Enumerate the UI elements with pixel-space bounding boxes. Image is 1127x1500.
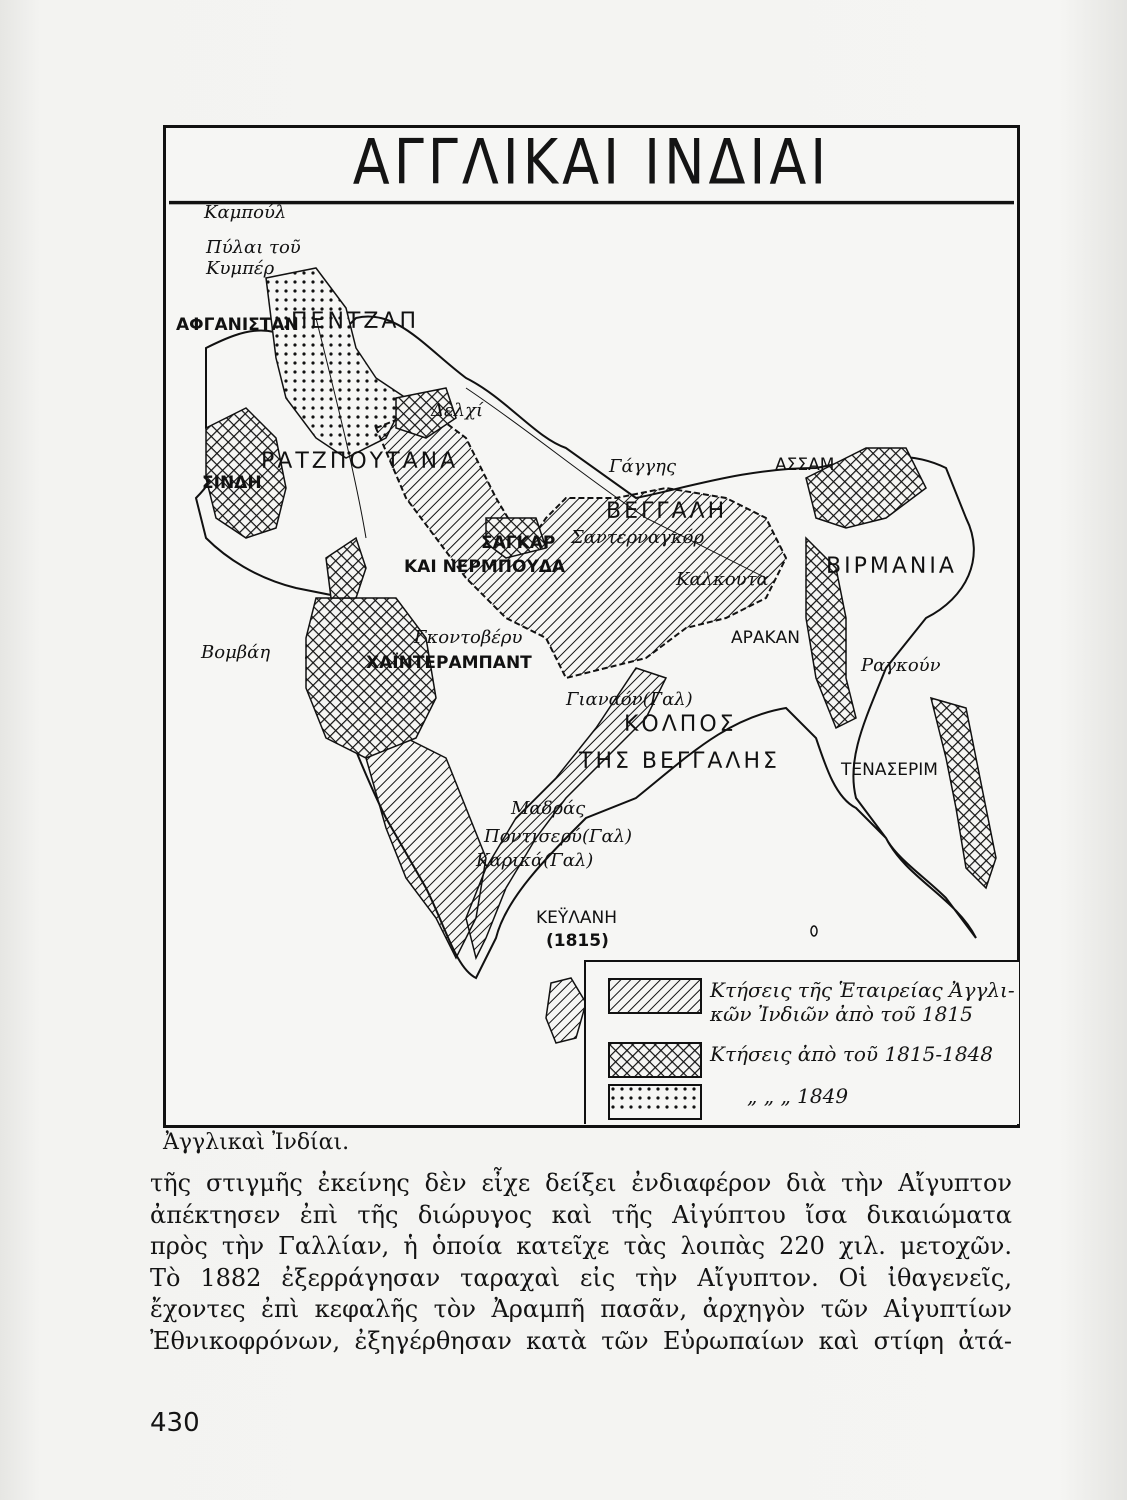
legend-item-1815-1848 [608, 1042, 993, 1078]
label-khyber-1: Πύλαι τοῦ [206, 237, 301, 258]
legend-item-company-1815 [608, 978, 1015, 1026]
western-ghats-region [326, 538, 366, 598]
hyderabad-region [306, 598, 436, 758]
label-nerbudda: ΚΑΙ ΝΕΡΜΠΟΥΔΑ [404, 557, 566, 577]
ceylon-island [546, 978, 586, 1043]
label-afghanistan: ΑΦΓΑΝΙΣΤΑΝ [176, 315, 299, 335]
map-legend [584, 960, 1019, 1124]
legend-swatch-cross [608, 1042, 702, 1078]
legend-swatch-diagonal [608, 978, 702, 1014]
body-paragraph [150, 1168, 1012, 1357]
label-rangoon: Ραγκούν [861, 655, 941, 676]
label-madras: Μαδράς [511, 798, 586, 819]
label-calcutta: Καλκούτα [676, 569, 769, 590]
figure-caption: Ἀγγλικαὶ Ἰνδίαι. [163, 1130, 350, 1155]
label-assam: ΑΣΣΑΜ [775, 455, 835, 475]
legend-swatch-dotted [608, 1084, 702, 1120]
label-pondicherry: Ποντισερύ(Γαλ) [484, 826, 633, 847]
body-line: τῆς στιγμῆς ἐκείνης δὲν εἶχε δείξει ἐνδιαφέρον διὰ τὴν Αἴγυπτον [150, 1169, 1012, 1197]
label-ganges: Γάγγης [609, 456, 677, 477]
label-burma: ΒΙΡΜΑΝΙΑ [826, 554, 957, 579]
company-territory-south [366, 738, 486, 958]
label-karikal: Καρικά(Γαλ) [476, 850, 594, 871]
body-line: πρὸς τὴν Γαλλίαν, ἡ ὁποία κατεῖχε τὰς λοιπὰς 220 χιλ. μετοχῶν. [150, 1232, 1012, 1260]
legend-text-line: Κτήσεις τῆς Ἑταιρείας Ἀγγλι- [710, 978, 1015, 1002]
label-ceylon: ΚΕΫΛΑΝΗ [536, 908, 618, 928]
body-line: ἔχοντες ἐπὶ κεφαλῆς τὸν Ἀραμπῆ πασᾶν, ἀρχηγὸν τῶν Αἰγυπτίων [150, 1295, 1012, 1323]
label-chandernagore: Σαντερναγκόρ [571, 527, 705, 548]
body-line: Τὸ 1882 ἐξερράγησαν ταραχαὶ εἰς τὴν Αἴγυπτον. Οἱ ἰθαγενεῖς, [150, 1263, 1012, 1292]
legend-text-line: Κτήσεις ἀπὸ τοῦ 1815-1848 [710, 1042, 993, 1066]
small-island [811, 926, 817, 936]
label-arakan: ΑΡΑΚΑΝ [731, 628, 801, 648]
label-gulf-1: ΚΟΛΠΟΣ [624, 712, 737, 737]
legend-text-line: κῶν Ἰνδιῶν ἀπὸ τοῦ 1815 [710, 1002, 973, 1026]
legend-text-line: „ „ „ 1849 [747, 1084, 849, 1108]
legend-item-1849 [608, 1084, 848, 1120]
label-bengal: ΒΕΓΓΑΛΗ [606, 499, 728, 524]
tenasserim-region [931, 698, 996, 888]
label-bombay: Βομβάη [201, 642, 271, 663]
label-delhi: Δελχί [431, 400, 484, 421]
label-tenasserim: ΤΕΝΑΣΕΡΙΜ [841, 760, 938, 780]
map-title: ΑΓΓΛΙΚΑΙ ΙΝΔΙΑΙ [169, 123, 1014, 205]
label-gulf-2: ΤΗΣ ΒΕΓΓΑΛΗΣ [579, 749, 780, 774]
page-number: 430 [150, 1408, 200, 1438]
label-punjab: ΠΕΝΤΖΑΠ [291, 309, 420, 334]
map-figure [163, 125, 1020, 1128]
label-sagar: ΣΑΓΚΑΡ [481, 533, 556, 553]
label-goncobeeru: Γκοντοβέρυ [414, 627, 523, 648]
label-ceylon-year: (1815) [546, 931, 609, 951]
label-khyber-2: Κυμπέρ [206, 258, 275, 279]
label-yanaon: Γιαναόν(Γαλ) [566, 689, 693, 710]
label-hyderabad: ΧΑΪΝΤΕΡΑΜΠΑΝΤ [366, 653, 532, 673]
label-rajputana: ΡΑΤΖΠΟΥΤΑΝΑ [261, 449, 459, 474]
label-kaboul: Καμπούλ [204, 202, 287, 223]
body-line: Ἐθνικοφρόνων, ἐξηγέρθησαν κατὰ τῶν Εὐρωπαίων καὶ στίφη ἀτά- [150, 1326, 1012, 1355]
body-line: ἀπέκτησεν ἐπὶ τῆς διώρυγος καὶ τῆς Αἰγύπτου ἴσα δικαιώματα [150, 1200, 1012, 1229]
label-sind: ΣΙΝΔΗ [202, 473, 262, 493]
